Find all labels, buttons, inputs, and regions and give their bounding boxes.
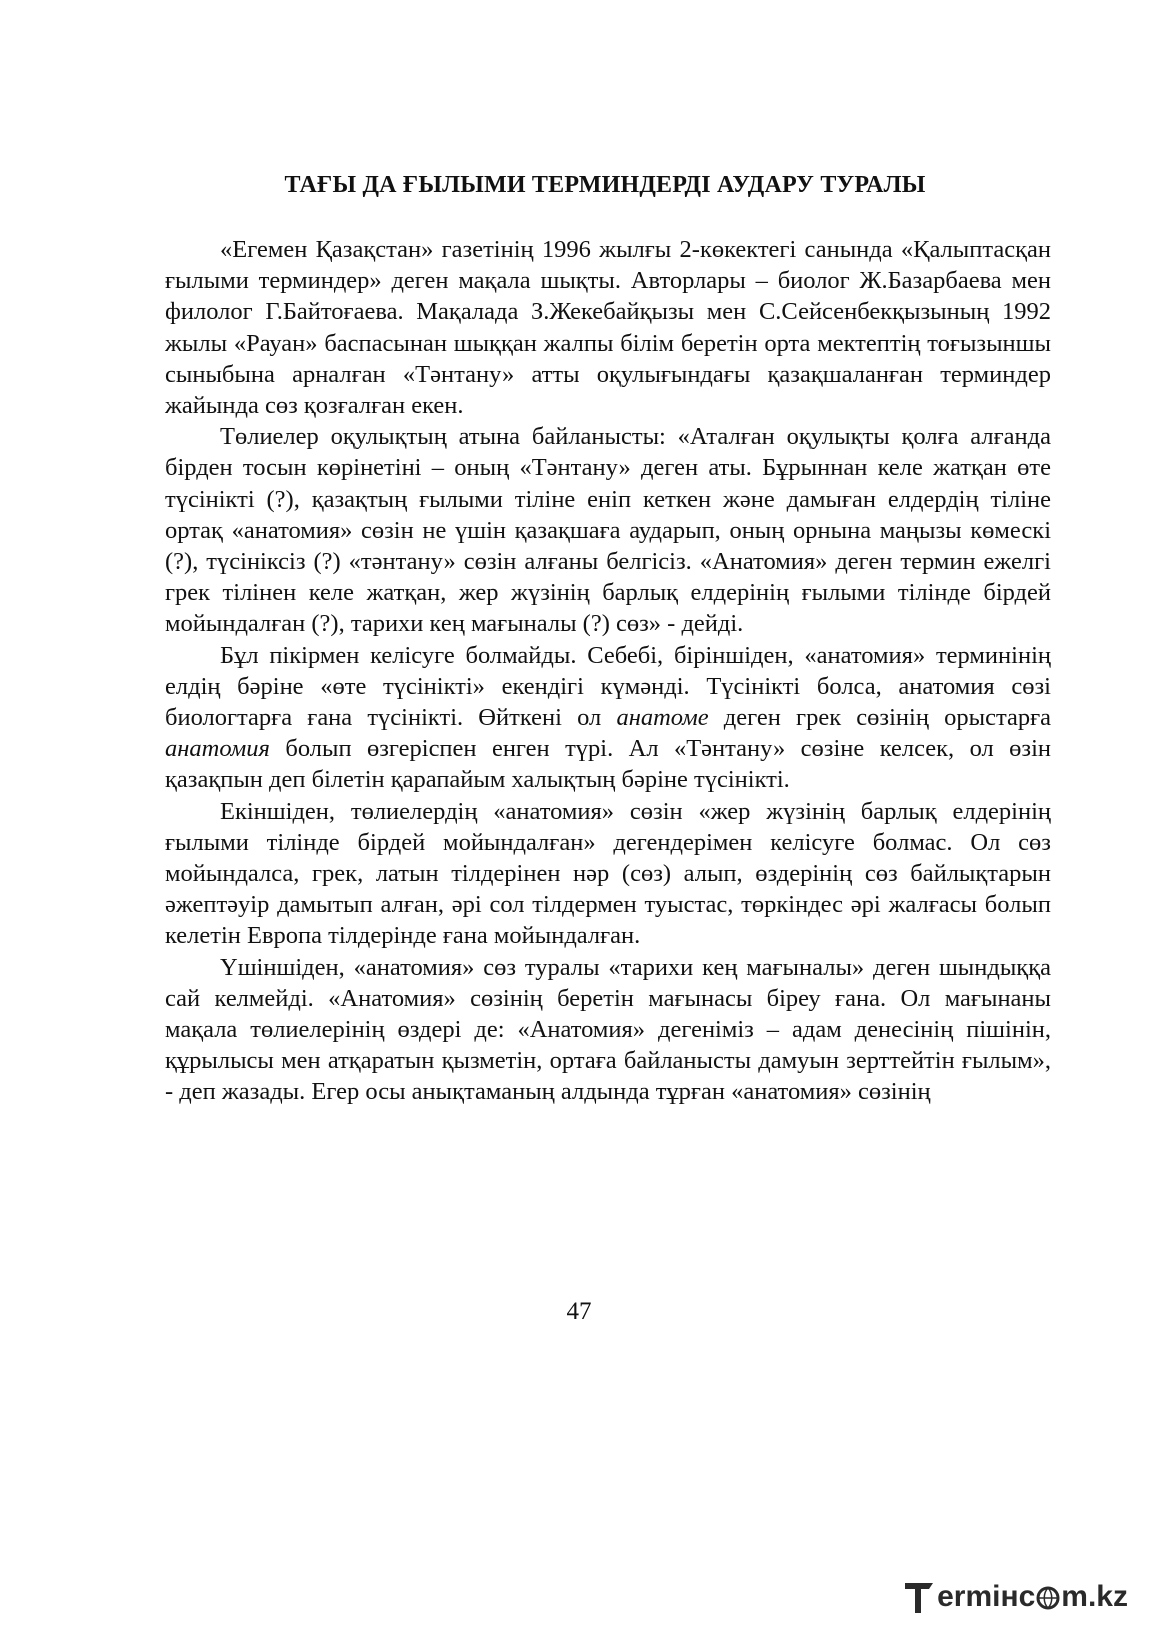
paragraph-3: Бұл пікірмен келісуге болмайды. Себебі, біріншіден, «анатомия» терминінің елдің бәріне «өте түсінікті» екендігі күмәнді. Түсінікті болса, анатомия сөзі биологтарға ғана түсінікті. Өйткені ол анатоме деген грек сөзінің орыстарға анатомия болып өзгеріспен енген түрі. Ал «Тәнтану» сөзіне келсек, ол өзін қазақпын деп білетін қарапайым халықтың бәріне түсінікті. (165, 641, 1052, 794)
globe-icon (1035, 1582, 1061, 1612)
watermark-text-end: m.kz (1061, 1580, 1128, 1613)
termincom-watermark (903, 1577, 1128, 1617)
italic-term: анатоме (616, 704, 709, 732)
paragraph-5: Үшіншіден, «анатомия» сөз туралы «тарихи кең мағыналы» деген шындыққа сай келмейді. «Анатомия» сөзінің беретін мағынасы біреу ғана. Ол мағынаны мақала төлиелерінің өздері де: «Анатомия» дегеніміз – адам денесінің пішінін, құрылысы мен атқаратын қызметін, ортаға байланысты дамуын зерттейтін ғылым», - деп жазады. Егер осы анықтаманың алдында тұрған «анатомия» сөзінің (165, 953, 1051, 1106)
page-number: 47 (566, 1298, 592, 1325)
paragraph-1: «Егемен Қазақстан» газетінің 1996 жылғы 2-көкектегі санында «Қалыптасқан ғылыми терминдер» деген мақала шықты. Авторлары – биолог Ж.Базарбаева мен филолог Г.Байтоғаева. Мақалада З.Жекебайқызы мен С.Сейсенбекқызының 1992 жылы «Рауан» баспасынан шыққан жалпы білім беретін орта мектептің тоғызыншы сыныбына арналған «Тәнтану» атты оқулығындағы қазақшаланған терминдер жайында сөз қозғалған екен. (165, 236, 1051, 420)
watermark-text-start: ermінc (937, 1580, 1036, 1613)
article-body (165, 234, 1051, 1108)
italic-term: анатомия (165, 735, 270, 763)
page-title: ТАҒЫ ДА ҒЫЛЫМИ ТЕРМИНДЕРДІ АУДАРУ ТУРАЛЫ (284, 172, 926, 198)
termincom-logo-icon (903, 1579, 937, 1615)
paragraph-2: Төлиелер оқулықтың атына байланысты: «Аталған оқулықты қолға алғанда бірден тосын көрінетіні – оның «Тәнтану» деген аты. Бұрыннан келе жатқан өте түсінікті (?), қазақтың ғылыми тіліне еніп кеткен және дамыған елдердің тіліне ортақ «анатомия» сөзін не үшін қазақшаға аударып, оның орнына маңызы көмескі (?), түсініксіз (?) «тәнтану» сөзін алғаны белгісіз. «Анатомия» деген термин ежелгі грек тілінен келе жатқан, жер жүзінің барлық елдерінің ғылыми тілінде бірдей мойындалған (?), тарихи кең мағыналы (?) сөз» - дейді. (165, 423, 1051, 638)
paragraph-4: Екіншіден, төлиелердің «анатомия» сөзін «жер жүзінің барлық елдерінің ғылыми тілінде бірдей мойындалған» дегендерімен келісуге болмас. Ол сөз мойындалса, грек, латын тілдерінен нәр (сөз) алып, өздерінің сөз байлықтарын әжептәуір дамытып алған, әрі сол тілдермен туыстас, төркіндес әрі жалғасы болып келетін Европа тілдерінде ғана мойындалған. (165, 797, 1051, 950)
